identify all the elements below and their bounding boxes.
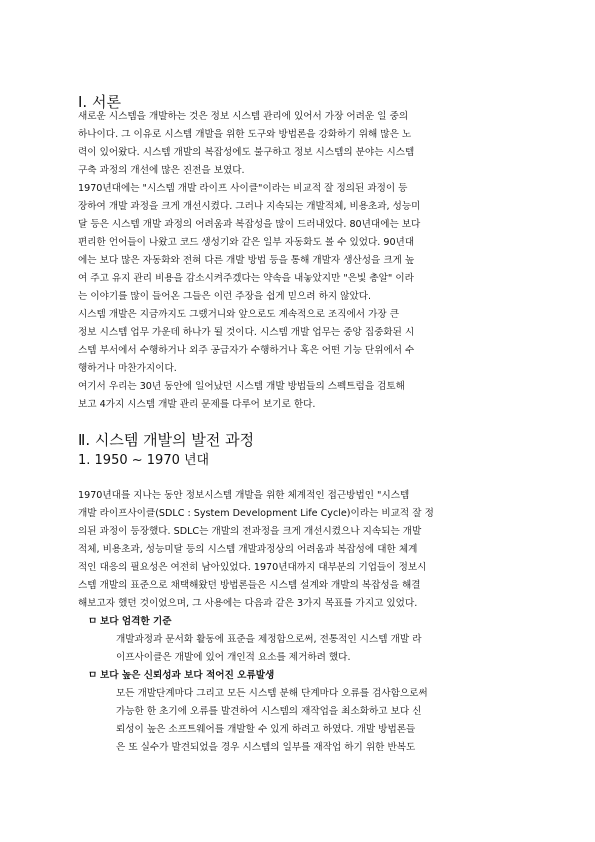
- section-1-line: 구축 과정의 개선에 많은 진전을 보였다.: [78, 165, 245, 176]
- section-2-subheading: 1. 1950 ~ 1970 년대: [78, 453, 210, 468]
- section-1-line: 에는 보다 많은 자동화와 전혀 다른 개발 방법 등을 통해 개발자 생산성을 크게 높: [78, 255, 415, 266]
- bullet-line: 가능한 한 초기에 오류를 발견하여 시스템의 재작업을 최소화하고 보다 신: [116, 706, 422, 717]
- bullet-title: 보다 엄격한 기준: [100, 616, 172, 627]
- section-2-line: 1970년대를 지나는 동안 정보시스템 개발을 위한 체계적인 접근방법인 "시스템: [78, 490, 410, 501]
- section-2-line: 해보고자 했던 것이었으며, 그 사용에는 다음과 같은 3가지 목표를 가지고 있었다.: [78, 598, 418, 609]
- section-1-line: 력이 있어왔다. 시스템 개발의 복잡성에도 불구하고 정보 시스템의 분야는 시스템: [78, 147, 415, 158]
- section-2-heading: Ⅱ. 시스템 개발의 발전 과정: [78, 431, 255, 449]
- section-2-line: 스템 개발의 표준으로 채택해왔던 방법론들은 시스템 설계와 개발의 복잡성을 해결: [78, 580, 421, 591]
- bullet-title: 보다 높은 신뢰성과 보다 적어진 오류발생: [100, 670, 275, 681]
- section-1-line: 1970년대에는 "시스템 개발 라이프 사이클"이라는 비교적 잘 정의된 과정이 등: [78, 183, 408, 194]
- section-1-line: 여 주고 유지 관리 비용을 감소시켜주겠다는 약속을 내놓았지만 "은빛 총알" 이라: [78, 273, 414, 284]
- section-1-line: 새로운 시스템을 개발하는 것은 정보 시스템 관리에 있어서 가장 어려운 일 중의: [78, 111, 409, 122]
- bullet-heading: [88, 670, 274, 682]
- section-1-line: 여기서 우리는 30년 동안에 일어났던 시스템 개발 방법들의 스펙트럼을 검토해: [78, 381, 405, 392]
- section-2-line: 적인 대응의 필요성은 여전히 남아있었다. 1970년대까지 대부분의 기업들이 정보시: [78, 562, 427, 573]
- section-1-line: 시스템 개발은 지금까지도 그랬거니와 앞으로도 계속적으로 조직에서 가장 큰: [78, 309, 399, 320]
- bullet-line: 이프사이클은 개발에 있어 개인적 요소를 제거하려 했다.: [116, 652, 351, 663]
- section-1-line: 스템 부서에서 수행하거나 외주 공급자가 수행하거나 혹은 어떤 기능 단위에서 수: [78, 345, 415, 356]
- section-1-line: 는 이야기를 많이 들어온 그들은 이런 주장을 쉽게 믿으려 하지 않았다.: [78, 291, 372, 302]
- section-2-line: 의된 과정이 등장했다. SDLC는 개발의 전과정을 크게 개선시켰으나 지속되는 개발: [78, 526, 422, 537]
- bullet-mark: ㅁ: [88, 616, 98, 627]
- section-1-line: 보고 4가지 시스템 개발 관리 문제를 다루어 보기로 한다.: [78, 399, 316, 410]
- section-1-heading: Ⅰ. 서론: [78, 93, 121, 111]
- section-1-line: 정보 시스템 업무 가운데 하나가 될 것이다. 시스템 개발 업무는 중앙 집중화된 시: [78, 327, 415, 338]
- section-1-line: 하나이다. 그 이유로 시스템 개발을 위한 도구와 방법론을 강화하기 위해 많은 노: [78, 129, 412, 140]
- bullet-line: 뢰성이 높은 소프트웨어를 개발할 수 있게 하려고 하였다. 개발 방법론들: [116, 724, 416, 735]
- bullet-line: 은 또 실수가 발견되었을 경우 시스템의 일부를 재작업 하기 위한 반복도: [116, 742, 416, 753]
- bullet-line: 모든 개발단계마다 그리고 모든 시스템 분해 단계마다 오류를 검사함으로써: [116, 688, 428, 699]
- section-1-line: 달 등은 시스템 개발 과정의 어려움과 복잡성을 많이 드러내었다. 80년대에는 보다: [78, 219, 421, 230]
- section-1-line: 행하거나 마찬가지이다.: [78, 363, 177, 374]
- bullet-line: 개발과정과 문서화 활동에 표준을 제정함으로써, 전통적인 시스템 개발 라: [116, 634, 422, 645]
- section-2-line: 적체, 비용초과, 성능미달 등의 시스템 개발과정상의 어려움과 복잡성에 대한 체계: [78, 544, 418, 555]
- section-2-line: 개발 라이프사이클(SDLC : System Development Life Cycle)이라는 비교적 잘 정: [78, 508, 434, 519]
- section-1-line: 장하여 개발 과정을 크게 개선시켰다. 그러나 지속되는 개발적체, 비용초과, 성능미: [78, 201, 421, 212]
- bullet-mark: ㅁ: [88, 670, 98, 681]
- bullet-heading: [88, 616, 172, 628]
- section-1-line: 편리한 언어들이 나왔고 코드 생성기와 같은 일부 자동화도 볼 수 있었다. 90년대: [78, 237, 415, 248]
